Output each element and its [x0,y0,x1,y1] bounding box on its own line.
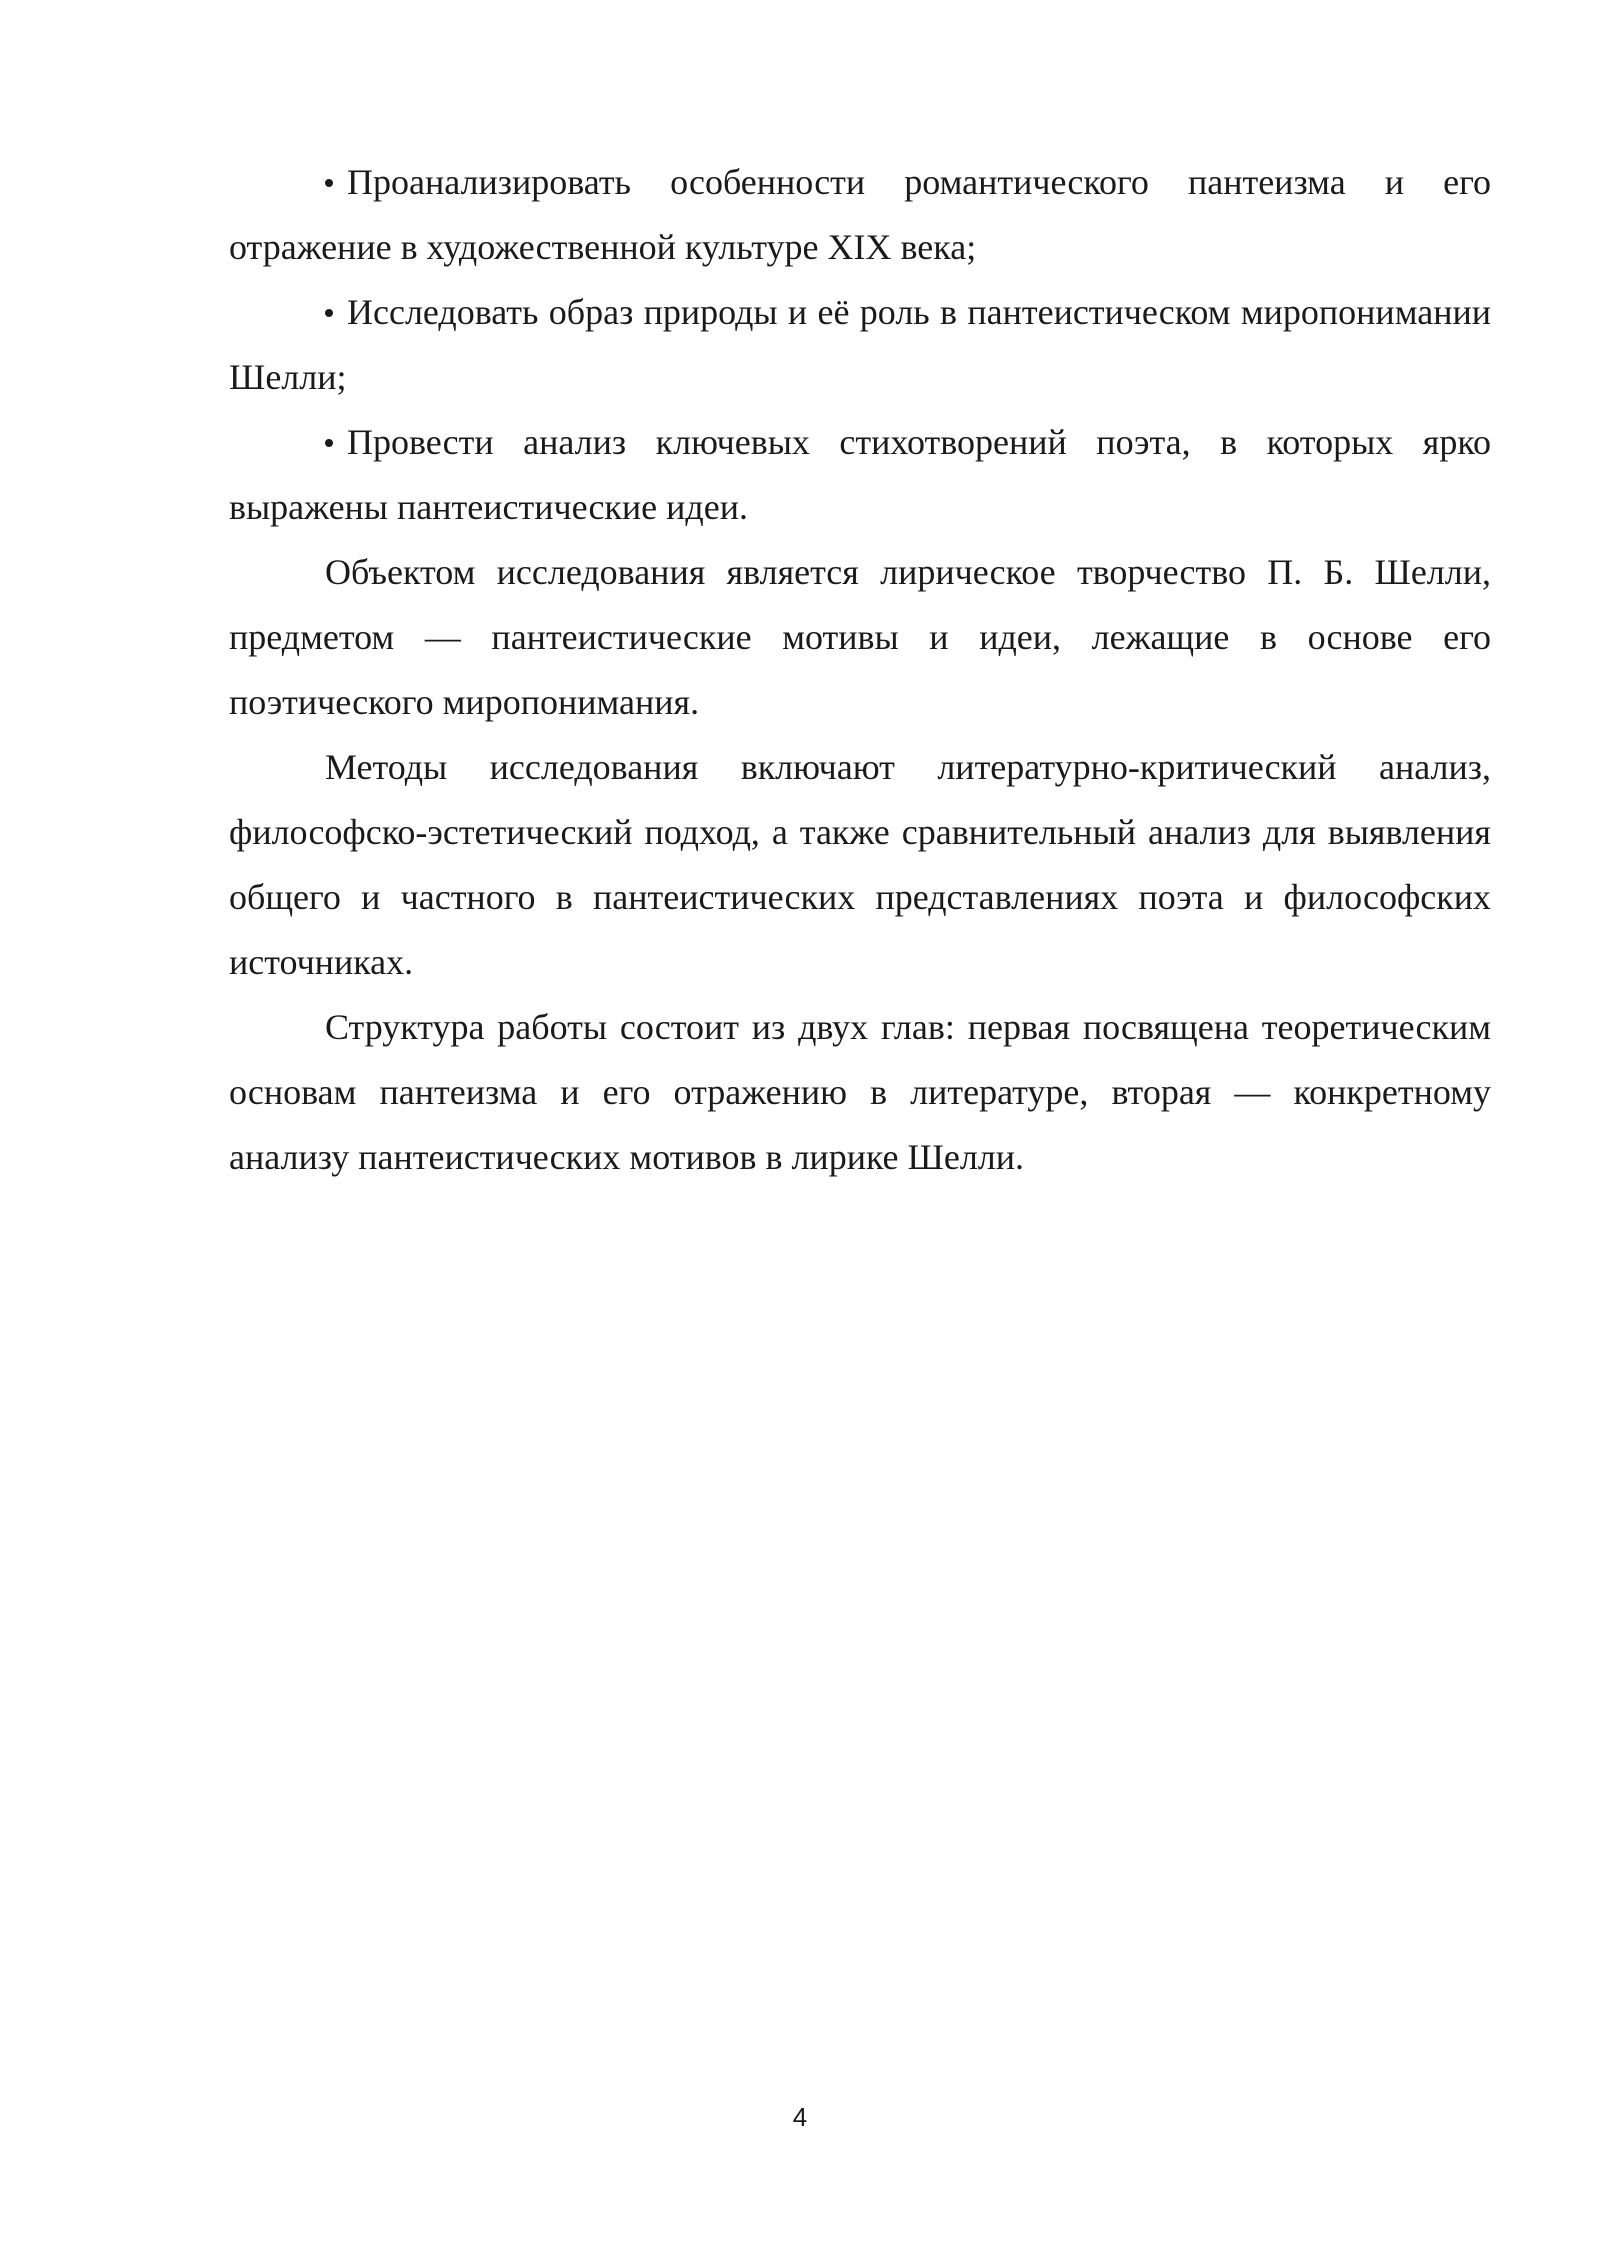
bullet-icon [325,179,333,187]
research-methods-paragraph: Методы исследования включают литературно-критический анализ, философско-эстетический подход, а также сравнительный анализ для выявления общего и частного в пантеистических представлениях поэта и философских источниках. [229,747,1491,982]
document-body [229,150,1491,1190]
work-structure-paragraph: Структура работы состоит из двух глав: первая посвящена теоретическим основам пантеизма и его отражению в литературе, вторая — конкретному анализу пантеистических мотивов в лирике Шелли. [229,1007,1491,1177]
task-list-item-text: Исследовать образ природы и её роль в пантеистическом миропонимании Шелли; [229,292,1491,397]
bullet-icon [325,439,333,447]
bullet-icon [325,309,333,317]
research-object-paragraph: Объектом исследования является лирическое творчество П. Б. Шелли, предметом — пантеистические мотивы и идеи, лежащие в основе его поэтического миропонимания. [229,552,1491,722]
task-list-item-text: Проанализировать особенности романтического пантеизма и его отражение в художественной культуре XIX века; [229,162,1491,267]
page-number: 4 [792,2102,808,2132]
task-list-item [229,410,1491,540]
task-list-item-text: Провести анализ ключевых стихотворений поэта, в которых ярко выражены пантеистические идеи. [229,422,1491,527]
task-list-item [229,280,1491,410]
task-list-item [229,150,1491,280]
